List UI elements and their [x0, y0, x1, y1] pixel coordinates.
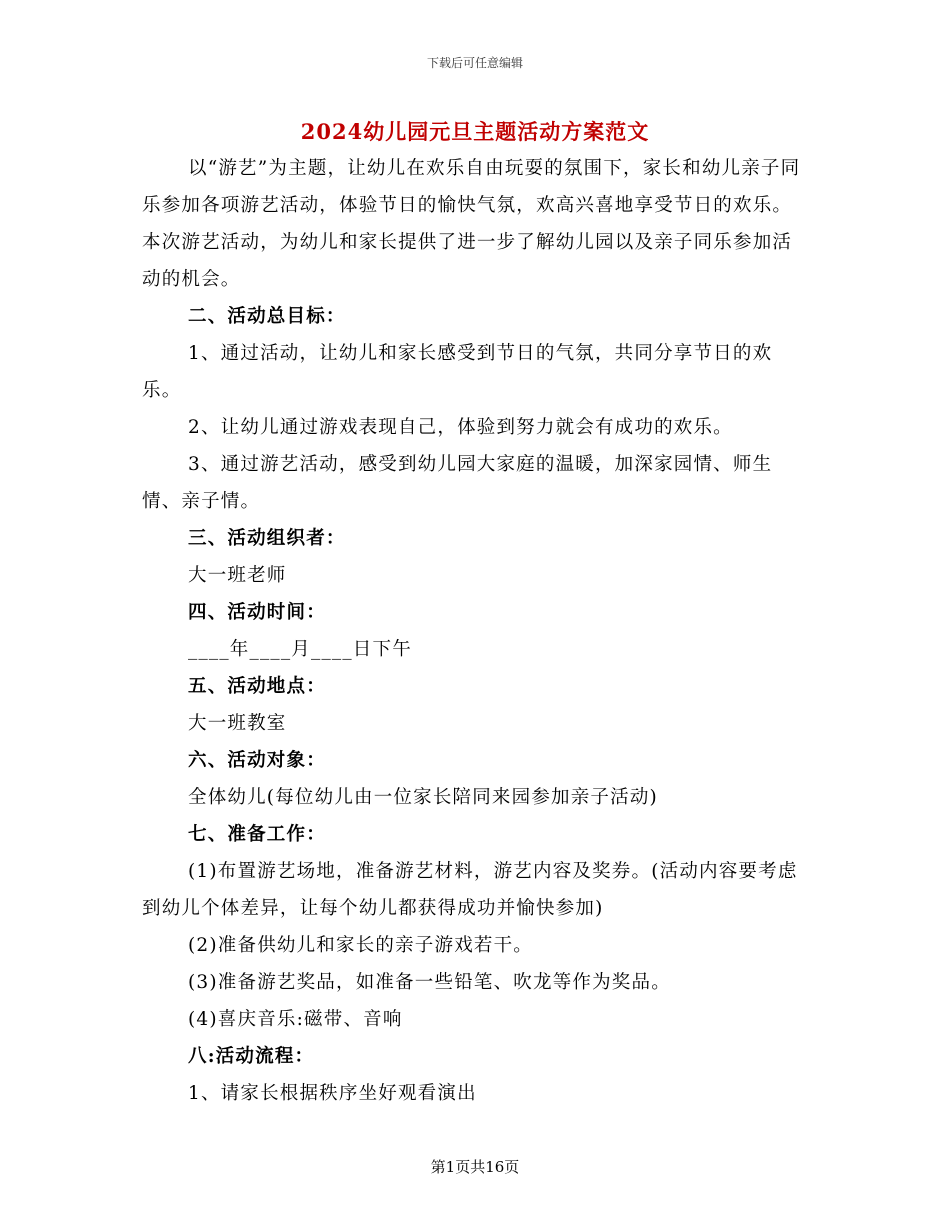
place-text: 大一班教室 — [188, 713, 287, 734]
time-text: ____年____月____日下午 — [188, 639, 412, 660]
section-heading-flow: 八:活动流程： — [188, 1046, 315, 1067]
prep-item-1: (1)布置游艺场地，准备游艺材料，游艺内容及奖券。(活动内容要考虑到幼儿个体差异，让每个幼儿都获得成功并愉快参加) — [142, 861, 798, 919]
intro-paragraph: 以“游艺”为主题，让幼儿在欢乐自由玩耍的氛围下，家长和幼儿亲子同乐参加各项游艺活动，体验节日的愉快气氛，欢高兴喜地享受节日的欢乐。本次游艺活动，为幼儿和家长提供了进一步了解幼儿园以及亲子同乐参加活动的机会。 — [142, 158, 801, 290]
document-body — [142, 150, 810, 1112]
goal-item-3: 3、通过游艺活动，感受到幼儿园大家庭的温暖，加深家园情、师生情、亲子情。 — [142, 454, 773, 512]
section-heading-place: 五、活动地点： — [188, 676, 326, 697]
prep-item-4: (4)喜庆音乐:磁带、音响 — [188, 1009, 403, 1030]
target-text: 全体幼儿(每位幼儿由一位家长陪同来园参加亲子活动) — [188, 787, 658, 808]
flow-item-1: 1、请家长根据秩序坐好观看演出 — [188, 1083, 477, 1104]
prep-item-3: (3)准备游艺奖品，如准备一些铅笔、吹龙等作为奖品。 — [188, 972, 671, 993]
document-title: 2024幼儿园元旦主题活动方案范文 — [300, 119, 650, 144]
section-heading-target: 六、活动对象： — [188, 750, 326, 771]
page-number: 第1页共16页 — [430, 1158, 520, 1176]
section-heading-goals: 二、活动总目标： — [188, 306, 346, 327]
goal-item-1: 1、通过活动，让幼儿和家长感受到节日的气氛，共同分享节日的欢乐。 — [142, 343, 773, 401]
section-heading-preparation: 七、准备工作： — [188, 824, 326, 845]
header-note: 下载后可任意编辑 — [426, 56, 523, 70]
section-heading-organizer: 三、活动组织者： — [188, 528, 346, 549]
goal-item-2: 2、让幼儿通过游戏表现自己，体验到努力就会有成功的欢乐。 — [188, 417, 733, 438]
prep-item-2: (2)准备供幼儿和家长的亲子游戏若干。 — [188, 935, 534, 956]
organizer-text: 大一班老师 — [188, 565, 287, 586]
section-heading-time: 四、活动时间： — [188, 602, 326, 623]
